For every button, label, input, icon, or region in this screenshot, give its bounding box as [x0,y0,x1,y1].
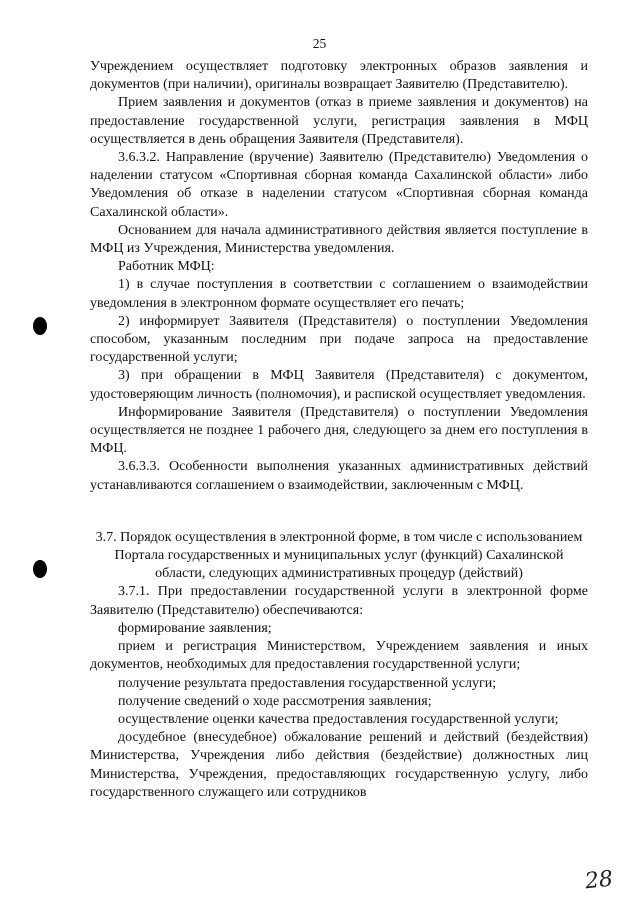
page-number: 25 [312,36,327,51]
punch-hole [33,560,47,578]
document-body [90,58,588,802]
paragraph: 2) информирует Заявителя (Представителя) о поступлении Уведомления способом, указанным последним при подаче запроса на предоставление государственной услуги; [90,313,588,366]
section-heading: 3.7. Порядок осуществления в электронной форме, в том числе с использованием Портала государственных и муниципальных услуг (функций) Сахалинской области, следующих административных процедур (действий) [95,529,583,582]
list-item: получение результата предоставления государственной услуги; [118,675,497,691]
paragraph: 3.6.3.2. Направление (вручение) Заявителю (Представителю) Уведомления о наделении статусом «Спортивная сборная команда Сахалинской области» либо Уведомления об отказе в наделении статусом «Спортивная сборная команда Сахалинской области». [90,150,588,220]
paragraph: Информирование Заявителя (Представителя) о поступлении Уведомления осуществляется не позднее 1 рабочего дня, следующего за днем его поступления в МФЦ. [90,404,588,457]
paragraph: Прием заявления и документов (отказ в приеме заявления и документов) на предоставление государственной услуги, регистрация заявления в МФЦ осуществляется в день обращения Заявителя (Представителя). [90,95,588,147]
handwritten-page-number: 28 [583,866,615,895]
list-item: досудебное (внесудебное) обжалование решений и действий (бездействия) Министерства, Учреждения либо действия (бездействие) должностных лиц Министерства, Учреждения, предоставляющих государственную услугу, либо государственного служащего или сотрудников [90,730,588,800]
list-item: прием и регистрация Министерством, Учреждением заявления и иных документов, необходимых для предоставления государственной услуги; [90,639,588,673]
paragraph: 3) при обращении в МФЦ Заявителя (Представителя) с документом, удостоверяющим личность (полномочия), и распиской осуществляет уведомления. [90,368,588,402]
paragraph: Учреждением осуществляет подготовку электронных образов заявления и документов (при наличии), оригиналы возвращает Заявителю (Представителю). [90,59,588,93]
list-item: осуществление оценки качества предоставления государственной услуги; [118,711,559,727]
paragraph: 3.6.3.3. Особенности выполнения указанных административных действий устанавливаются соглашением о взаимодействии, заключенным с МФЦ. [90,459,588,493]
punch-hole [33,317,47,335]
list-item: получение сведений о ходе рассмотрения заявления; [118,693,432,709]
paragraph: 1) в случае поступления в соответствии с соглашением о взаимодействии уведомления в электронном формате осуществляет его печать; [90,277,588,311]
list-item: формирование заявления; [118,620,272,636]
paragraph: 3.7.1. При предоставлении государственной услуги в электронной форме Заявителю (Представителю) обеспечиваются: [90,584,588,618]
paragraph: Работник МФЦ: [118,259,215,275]
paragraph: Основанием для начала административного действия является поступление в МФЦ из Учреждения, Министерства уведомления. [90,222,588,257]
